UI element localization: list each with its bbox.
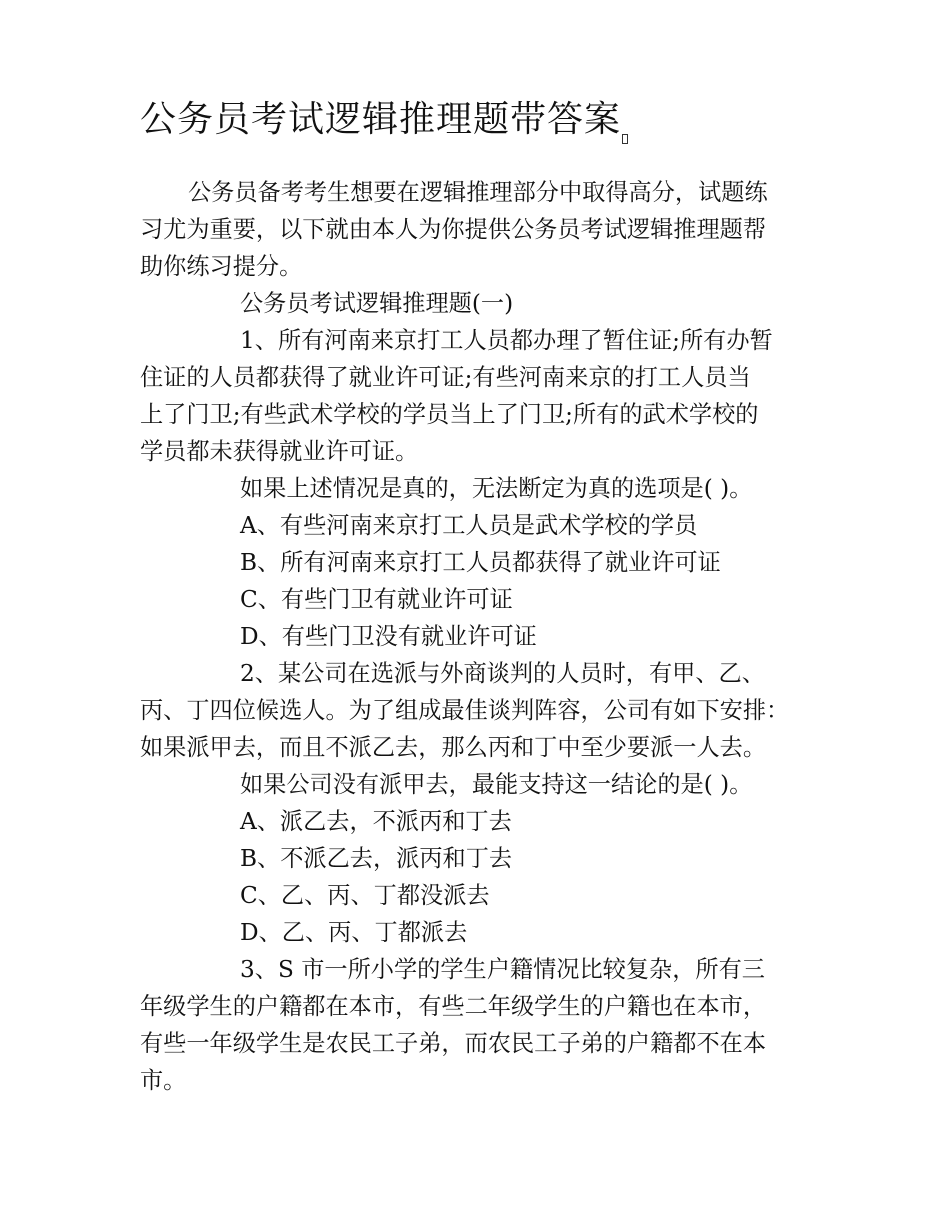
question-2-line-1: 2、某公司在选派与外商谈判的人员时，有甲、乙、 [240, 660, 765, 687]
question-3-line-2: 年级学生的户籍都在本市，有些二年级学生的户籍也在本市， [140, 993, 767, 1020]
intro-line-3: 助你练习提分。 [140, 253, 303, 280]
question-1-prompt: 如果上述情况是真的，无法断定为真的选项是( )。 [240, 475, 753, 502]
question-1-option-d: D、有些门卫没有就业许可证 [240, 623, 537, 650]
question-1-option-a: A、有些河南来京打工人员是武术学校的学员 [240, 512, 698, 539]
missing-glyph-icon [622, 134, 628, 144]
document-title: 公务员考试逻辑推理题带答案 [140, 99, 622, 140]
question-2-prompt: 如果公司没有派甲去，最能支持这一结论的是( )。 [240, 771, 753, 798]
question-2-option-b: B、不派乙去，派丙和丁去 [240, 845, 513, 872]
question-1-line-3: 上了门卫;有些武术学校的学员当上了门卫;所有的武术学校的 [140, 401, 759, 428]
question-2-option-d: D、乙、丙、丁都派去 [240, 919, 468, 946]
question-3-line-3: 有些一年级学生是农民工子弟，而农民工子弟的户籍都不在本 [140, 1030, 767, 1057]
question-2-line-3: 如果派甲去，而且不派乙去，那么丙和丁中至少要派一人去。 [140, 734, 767, 761]
question-2-option-a: A、派乙去，不派丙和丁去 [240, 808, 512, 835]
question-2-option-c: C、乙、丙、丁都没派去 [240, 882, 490, 909]
intro-line-2: 习尤为重要，以下就由本人为你提供公务员考试逻辑推理题帮 [140, 216, 767, 243]
question-1-line-4: 学员都未获得就业许可证。 [140, 438, 419, 465]
question-1-line-1: 1、所有河南来京打工人员都办理了暂住证;所有办暂 [240, 327, 773, 354]
question-2-line-2: 丙、丁四位候选人。为了组成最佳谈判阵容，公司有如下安排： [140, 697, 790, 724]
question-1-option-c: C、有些门卫有就业许可证 [240, 586, 513, 613]
question-1-line-2: 住证的人员都获得了就业许可证;有些河南来京的打工人员当 [140, 364, 751, 391]
question-1-option-b: B、所有河南来京打工人员都获得了就业许可证 [240, 549, 721, 576]
question-3-line-1: 3、S 市一所小学的学生户籍情况比较复杂，所有三 [240, 956, 765, 983]
section-heading: 公务员考试逻辑推理题(一) [240, 290, 514, 317]
intro-line-1: 公务员备考考生想要在逻辑推理部分中取得高分，试题练 [188, 179, 768, 206]
question-3-line-4: 市。 [140, 1067, 187, 1094]
